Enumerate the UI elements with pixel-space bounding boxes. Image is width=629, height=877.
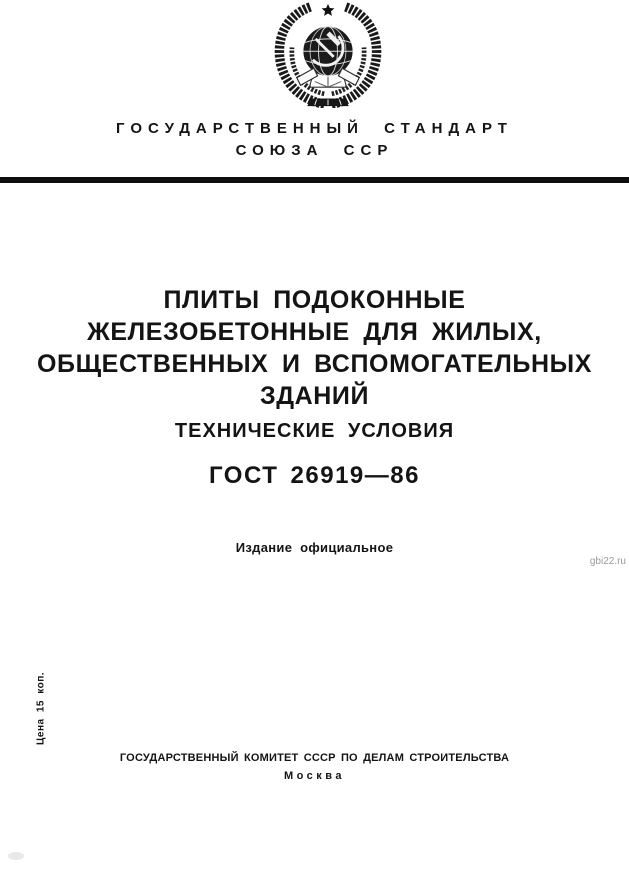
gost-designation: ГОСТ 26919—86 [209, 462, 420, 489]
subtitle-technical-conditions: ТЕХНИЧЕСКИЕ УСЛОВИЯ [174, 420, 455, 442]
document-title [0, 284, 629, 412]
title-line-2: ЖЕЛЕЗОБЕТОННЫЕ ДЛЯ ЖИЛЫХ, [87, 318, 542, 346]
horizontal-rule [0, 177, 629, 183]
title-line-4: ЗДАНИЙ [259, 382, 370, 410]
site-watermark: gbi22.ru [589, 556, 626, 567]
header-state-standard: ГОСУДАРСТВЕННЫЙ СТАНДАРТ [116, 120, 513, 137]
footer-committee: ГОСУДАРСТВЕННЫЙ КОМИТЕТ СССР ПО ДЕЛАМ СТРОИТЕЛЬСТВА [119, 752, 510, 764]
ussr-coat-of-arms-icon [271, 2, 385, 108]
title-line-1: ПЛИТЫ ПОДОКОННЫЕ [163, 286, 466, 314]
price-note: Цена 15 коп. [35, 671, 47, 746]
scan-smudge [8, 852, 24, 860]
header-union-ssr: СОЮЗА ССР [235, 142, 394, 159]
footer-city: Москва [283, 770, 346, 782]
edition-note: Издание официальное [235, 540, 394, 555]
title-line-3: ОБЩЕСТВЕННЫХ И ВСПОМОГАТЕЛЬНЫХ [36, 350, 593, 378]
